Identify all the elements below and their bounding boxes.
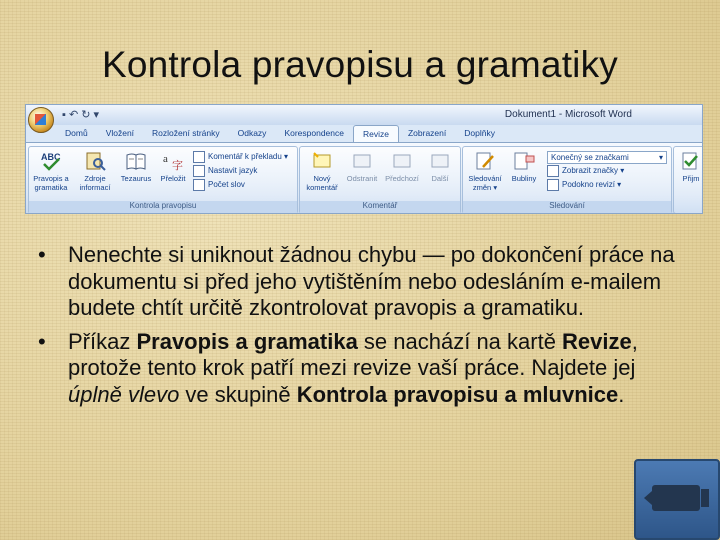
reviewing-pane-label: Podokno revizí: [562, 180, 615, 190]
new-comment-icon: [311, 150, 333, 172]
customize-arrow-icon[interactable]: ▾: [93, 109, 100, 121]
chevron-down-icon: ▾: [658, 153, 663, 162]
bullet-2-italic: úplně vlevo: [68, 381, 180, 407]
svg-text:ABC: ABC: [41, 152, 61, 162]
accept-icon: [680, 150, 702, 172]
thesaurus-label: Tezaurus: [120, 174, 152, 183]
language-label: Nastavit jazyk: [208, 166, 258, 176]
translate-tip-icon: [193, 151, 205, 163]
title-bar: [26, 105, 702, 125]
proofing-group-label: Kontrola pravopisu: [29, 201, 297, 213]
previous-comment-icon: [391, 150, 413, 172]
reviewing-pane-button[interactable]: Podokno revizí ▾: [547, 179, 621, 191]
bullet-2-mid3: ve skupině: [179, 381, 297, 407]
delete-comment-label: Odstranit: [346, 174, 378, 183]
bullet-dot: •: [38, 328, 46, 354]
comments-group: [299, 146, 461, 214]
changes-group: [673, 146, 703, 214]
word-ribbon-screenshot: [25, 104, 703, 214]
language-icon: [193, 165, 205, 177]
bullet-2-mid1: se nachází na kartě: [357, 328, 563, 354]
balloons-button[interactable]: [505, 150, 543, 183]
movie-action-button[interactable]: [634, 459, 720, 540]
bullet-item-2: [38, 329, 688, 409]
new-comment-label-2: komentář: [306, 183, 338, 192]
research-button[interactable]: [73, 150, 117, 192]
research-book-icon: [84, 150, 106, 172]
research-label-2: informací: [79, 183, 111, 192]
tab-view[interactable]: Zobrazení: [407, 128, 447, 138]
undo-icon[interactable]: ↶: [68, 109, 79, 121]
window-title: Dokument1 - Microsoft Word: [504, 109, 632, 120]
proofing-group: [28, 146, 298, 214]
slide-title: Kontrola pravopisu a gramatiky: [101, 44, 619, 85]
spelling-grammar-button[interactable]: [31, 150, 71, 192]
track-changes-button[interactable]: Sledování změn ▾: [465, 150, 505, 192]
tab-review[interactable]: Revize: [353, 125, 399, 144]
translate-label: Přeložit: [160, 174, 186, 183]
previous-comment-label: Předchozí: [385, 174, 419, 183]
accept-button[interactable]: [676, 150, 703, 183]
bullet-2-end: .: [618, 381, 625, 407]
next-comment-label: Další: [431, 174, 449, 183]
balloons-icon: [513, 150, 535, 172]
tab-references[interactable]: Odkazy: [237, 128, 267, 138]
next-comment-icon: [429, 150, 451, 172]
redo-icon[interactable]: ↻: [81, 109, 91, 121]
comments-group-label: Komentář: [300, 201, 460, 213]
word-count-button[interactable]: [193, 179, 245, 191]
translate-tip-label: Komentář k překladu: [208, 152, 282, 162]
bullet-dot: •: [38, 242, 46, 267]
tab-insert[interactable]: Vložení: [105, 128, 135, 138]
quick-access-toolbar: [62, 108, 99, 121]
thesaurus-book-icon: [125, 150, 147, 172]
ribbon-tabs: [56, 125, 702, 143]
tracking-group: [462, 146, 672, 214]
bullet-2-bold-command: Pravopis a gramatika: [136, 328, 358, 354]
bullet-list: [38, 242, 688, 415]
translate-button[interactable]: [155, 150, 191, 183]
next-comment-button[interactable]: [422, 150, 458, 183]
balloons-label: Bubliny: [511, 174, 537, 183]
office-logo-icon: [35, 114, 46, 125]
tracking-group-label: Sledování: [463, 201, 671, 213]
ribbon-panel: [26, 142, 702, 214]
bullet-2-pre: Příkaz: [68, 328, 137, 354]
spelling-label-1: Pravopis a: [33, 174, 69, 183]
previous-comment-button[interactable]: [382, 150, 422, 183]
track-changes-label-2: změn: [472, 183, 492, 192]
word-count-label: Počet slov: [208, 180, 245, 190]
translation-tooltip-button[interactable]: Komentář k překladu ▾: [193, 151, 288, 163]
save-icon[interactable]: ▪: [62, 109, 66, 121]
accept-label: Přijm: [682, 174, 700, 183]
tab-mailings[interactable]: Korespondence: [284, 128, 344, 138]
spelling-abc-icon: [40, 150, 62, 172]
word-count-icon: [193, 179, 205, 191]
show-markup-label: Zobrazit značky: [562, 166, 619, 176]
translate-icon: [162, 150, 184, 172]
delete-comment-button[interactable]: [342, 150, 382, 183]
markup-select-value: Konečný se značkami: [551, 153, 629, 162]
tab-add-ins[interactable]: Doplňky: [464, 128, 495, 138]
show-markup-button[interactable]: Zobrazit značky ▾: [547, 165, 624, 177]
delete-comment-icon: [351, 150, 373, 172]
bullet-text-1: Nenechte si uniknout žádnou chybu — po dokončení práce na dokumentu si před jeho vytištěním nebo odesláním e-mailem budete chtít určitě zkontrolovat pravopis a gramatiku.: [68, 242, 675, 320]
office-button[interactable]: [28, 107, 54, 133]
movie-camera-icon: [652, 485, 700, 511]
tab-page-layout[interactable]: Rozložení stránky: [152, 128, 220, 138]
new-comment-button[interactable]: [302, 150, 342, 192]
bullet-2-mid2: , protože tento krok patří mezi revize vaší práce. Najdete jej: [68, 328, 638, 380]
tab-home[interactable]: Domů: [65, 128, 88, 138]
bullet-item-1: [38, 242, 688, 322]
svg-text:a: a: [163, 153, 168, 165]
svg-text:字: 字: [172, 160, 183, 172]
markup-display-select[interactable]: [547, 151, 667, 164]
reviewing-pane-icon: [547, 179, 559, 191]
new-comment-label-1: Nový: [313, 174, 331, 183]
show-markup-icon: [547, 165, 559, 177]
thesaurus-button[interactable]: [117, 150, 155, 183]
spelling-label-2: gramatika: [34, 183, 68, 192]
set-language-button[interactable]: [193, 165, 257, 177]
track-changes-icon: [474, 150, 496, 172]
track-changes-label-1: Sledování: [468, 174, 502, 183]
bullet-2-bold-group: Kontrola pravopisu a mluvnice: [296, 381, 619, 407]
research-label-1: Zdroje: [84, 174, 106, 183]
bullet-2-bold-tab: Revize: [562, 328, 632, 354]
